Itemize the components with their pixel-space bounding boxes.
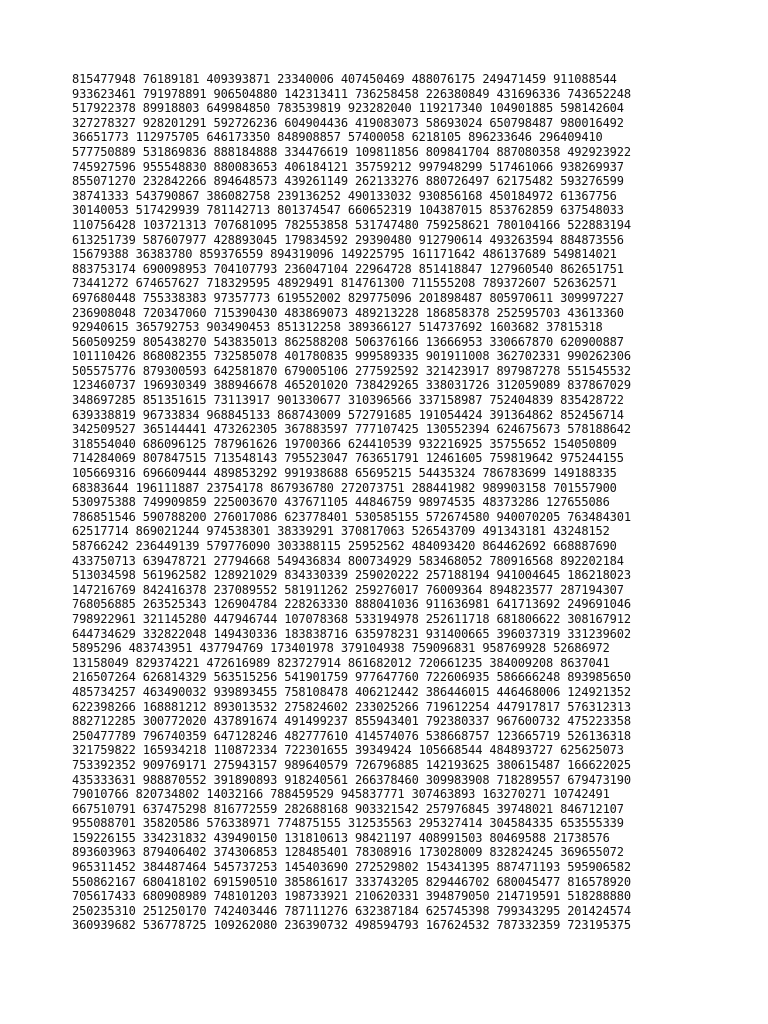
- number-line: 639338819 96733834 968845133 868743009 572791685 191054424 391364862 852456714: [72, 407, 624, 422]
- number-line: 882712285 300772020 437891674 491499237 855943401 792380337 967600732 475223358: [72, 714, 631, 729]
- number-line: 250477789 796740359 647128246 482777610 414574076 538668757 123665719 526136318: [72, 728, 631, 743]
- number-line: 38741333 543790867 386082758 239136252 490133032 930856168 450184972 61367756: [72, 188, 617, 203]
- number-document: [72, 72, 712, 933]
- number-line: 433750713 639478721 27794668 549436834 800734929 583468052 780916568 892202184: [72, 553, 624, 568]
- number-line: 560509259 805438270 543835013 862588208 506376166 13666953 330667870 620900887: [72, 334, 624, 349]
- number-line: 348697285 851351615 73113917 901330677 310396566 337158987 752404839 835428722: [72, 393, 624, 408]
- number-line: 505575776 879300593 642581870 679005106 277592592 321423917 897987278 551545532: [72, 363, 631, 378]
- number-line: 955088701 35820586 576338971 774875155 312535563 295327414 304584335 653555339: [72, 816, 624, 831]
- number-line: 530975388 749909859 225003670 437671105 44846759 98974535 48373286 127655086: [72, 495, 610, 510]
- number-line: 815477948 76189181 409393871 23340006 407450469 488076175 249471459 911088544: [72, 72, 617, 86]
- number-line: 36651773 112975705 646173350 848908857 57400058 6218105 896233646 296409410: [72, 130, 603, 145]
- number-line: 644734629 332822048 149430336 183838716 635978231 931400665 396037319 331239602: [72, 626, 631, 641]
- number-line: 110756428 103721313 707681095 782553858 531747480 759258621 780104166 522883194: [72, 217, 631, 232]
- number-line: 667510791 637475298 816772559 282688168 903321542 257976845 39748021 846712107: [72, 801, 624, 816]
- number-line: 855071270 232842266 894648573 439261149 262133276 880726497 62175482 593276599: [72, 174, 624, 189]
- number-line: 745927596 955548830 880083653 406184121 35759212 997948299 517461066 938269937: [72, 159, 624, 174]
- number-line: 786851546 590788200 276017086 623778401 530585155 572674580 940070205 763484301: [72, 509, 631, 524]
- number-line: 62517714 869021244 974538301 38339291 370817063 526543709 491343181 43248152: [72, 524, 610, 539]
- number-line: 79010766 820734802 14032166 788459529 945837771 307463893 163270271 10742491: [72, 787, 610, 802]
- number-line: 101110426 868082355 732585078 401780835 999589335 901911008 362702331 990262306: [72, 349, 631, 364]
- number-line: 342509527 365144441 473262305 367883597 777107425 130552394 624675673 578188642: [72, 422, 631, 437]
- number-line: 517922378 89918803 649984850 783539819 923282040 119217340 104901885 598142604: [72, 101, 624, 116]
- number-line: 705617433 680908989 748101203 198733921 210620331 394879050 214719591 518288880: [72, 889, 631, 904]
- number-line: 965311452 384487464 545737253 145403690 272529802 154341395 887471193 595906582: [72, 860, 631, 875]
- number-line: 58766242 236449139 579776090 303388115 25952562 484093420 864462692 668887690: [72, 539, 617, 553]
- number-line: 753392352 909769171 275943157 989640579 726796885 142193625 380615487 166622025: [72, 757, 631, 772]
- number-line: 360939682 536778725 109262080 236390732 498594793 167624532 787332359 723195375: [72, 918, 631, 933]
- number-line: 5895296 483743951 437794769 173401978 379104938 759096831 958769928 52686972: [72, 641, 610, 656]
- number-line: 105669316 696609444 489853292 991938688 65695215 54435324 786783699 149188335: [72, 466, 617, 481]
- number-line: 236908048 720347060 715390430 483869073 489213228 186858378 252595703 43613360: [72, 305, 624, 320]
- number-line: 30140053 517429939 781142713 801374547 660652319 104387015 853762859 637548033: [72, 203, 624, 218]
- number-line: 435333631 988870552 391890893 918240561 266378460 309983908 718289557 679473190: [72, 772, 631, 787]
- number-line: 68383644 196111887 23754178 867936780 272073751 288441982 989903158 701557900: [72, 480, 617, 495]
- number-line: 485734257 463490032 939893455 758108478 406212442 386446015 446468006 124921352: [72, 684, 631, 699]
- number-line: 13158049 829374221 472616989 823727914 861682012 720661235 384009208 8637041: [72, 655, 610, 670]
- number-line: 798922961 321145280 447946744 107078368 533194978 252611718 681806622 308167912: [72, 611, 631, 626]
- number-line: 577750889 531869836 888184888 334476619 109811856 809841704 887080358 492923922: [72, 144, 631, 159]
- number-line: 613251739 587607977 428893045 179834592 29390480 912790614 493263594 884873556: [72, 232, 624, 247]
- number-line: 768056885 263525343 126904784 228263330 888041036 911636981 641713692 249691046: [72, 597, 631, 612]
- number-line: 159226155 334231832 439490150 131810613 98421197 408991503 80469588 21738576: [72, 830, 610, 845]
- number-line: 250235310 251250170 742403446 787111276 632387184 625745398 799343295 201424574: [72, 903, 631, 918]
- number-line: 147216769 842416378 237089552 581911262 259276017 76009364 894823577 287194307: [72, 582, 624, 597]
- number-line: 327278327 928201291 592726236 604904436 419083073 58693024 650798487 980016492: [72, 115, 624, 130]
- number-line: 883753174 690098953 704107793 236047104 22964728 851418847 127960540 862651751: [72, 261, 624, 276]
- number-line: 216507264 626814329 563515256 541901759 977647760 722606935 586666248 893985650: [72, 670, 631, 685]
- number-line: 933623461 791978891 906504880 142313411 736258458 226380849 431696336 743652248: [72, 86, 631, 101]
- number-line: 92940615 365792753 903490453 851312258 389366127 514737692 1603682 37815318: [72, 320, 603, 335]
- number-line: 893603963 879406402 374306853 128485401 78308916 173028009 832824245 369655072: [72, 845, 624, 860]
- number-line: 15679388 36383780 859376559 894319096 149225795 161171642 486137689 549814021: [72, 247, 617, 262]
- number-line: 321759822 165934218 110872334 722301655 39349424 105668544 484893727 625625073: [72, 743, 624, 758]
- number-line: 714284069 807847515 713548143 795523047 763651791 12461605 759819642 975244155: [72, 451, 624, 466]
- number-line: 123460737 196930349 388946678 465201020 738429265 338031726 312059089 837867029: [72, 378, 631, 393]
- number-line: 622398266 168881212 893013532 275824602 233025266 719612254 447917817 576312313: [72, 699, 631, 714]
- number-line: 318554040 686096125 787961626 19700366 624410539 932216925 35755652 154050809: [72, 436, 617, 451]
- number-line: 73441272 674657627 718329595 48929491 814761300 711555208 789372607 526362571: [72, 276, 617, 291]
- number-line: 697680448 755338383 97357773 619552002 829775096 201898487 805970611 309997227: [72, 290, 624, 305]
- number-line: 513034598 561962582 128921029 834330339 259020222 257188194 941004645 186218023: [72, 568, 631, 583]
- number-line: 550862167 680418102 691590510 385861617 333743205 829446702 680045477 816578920: [72, 874, 631, 889]
